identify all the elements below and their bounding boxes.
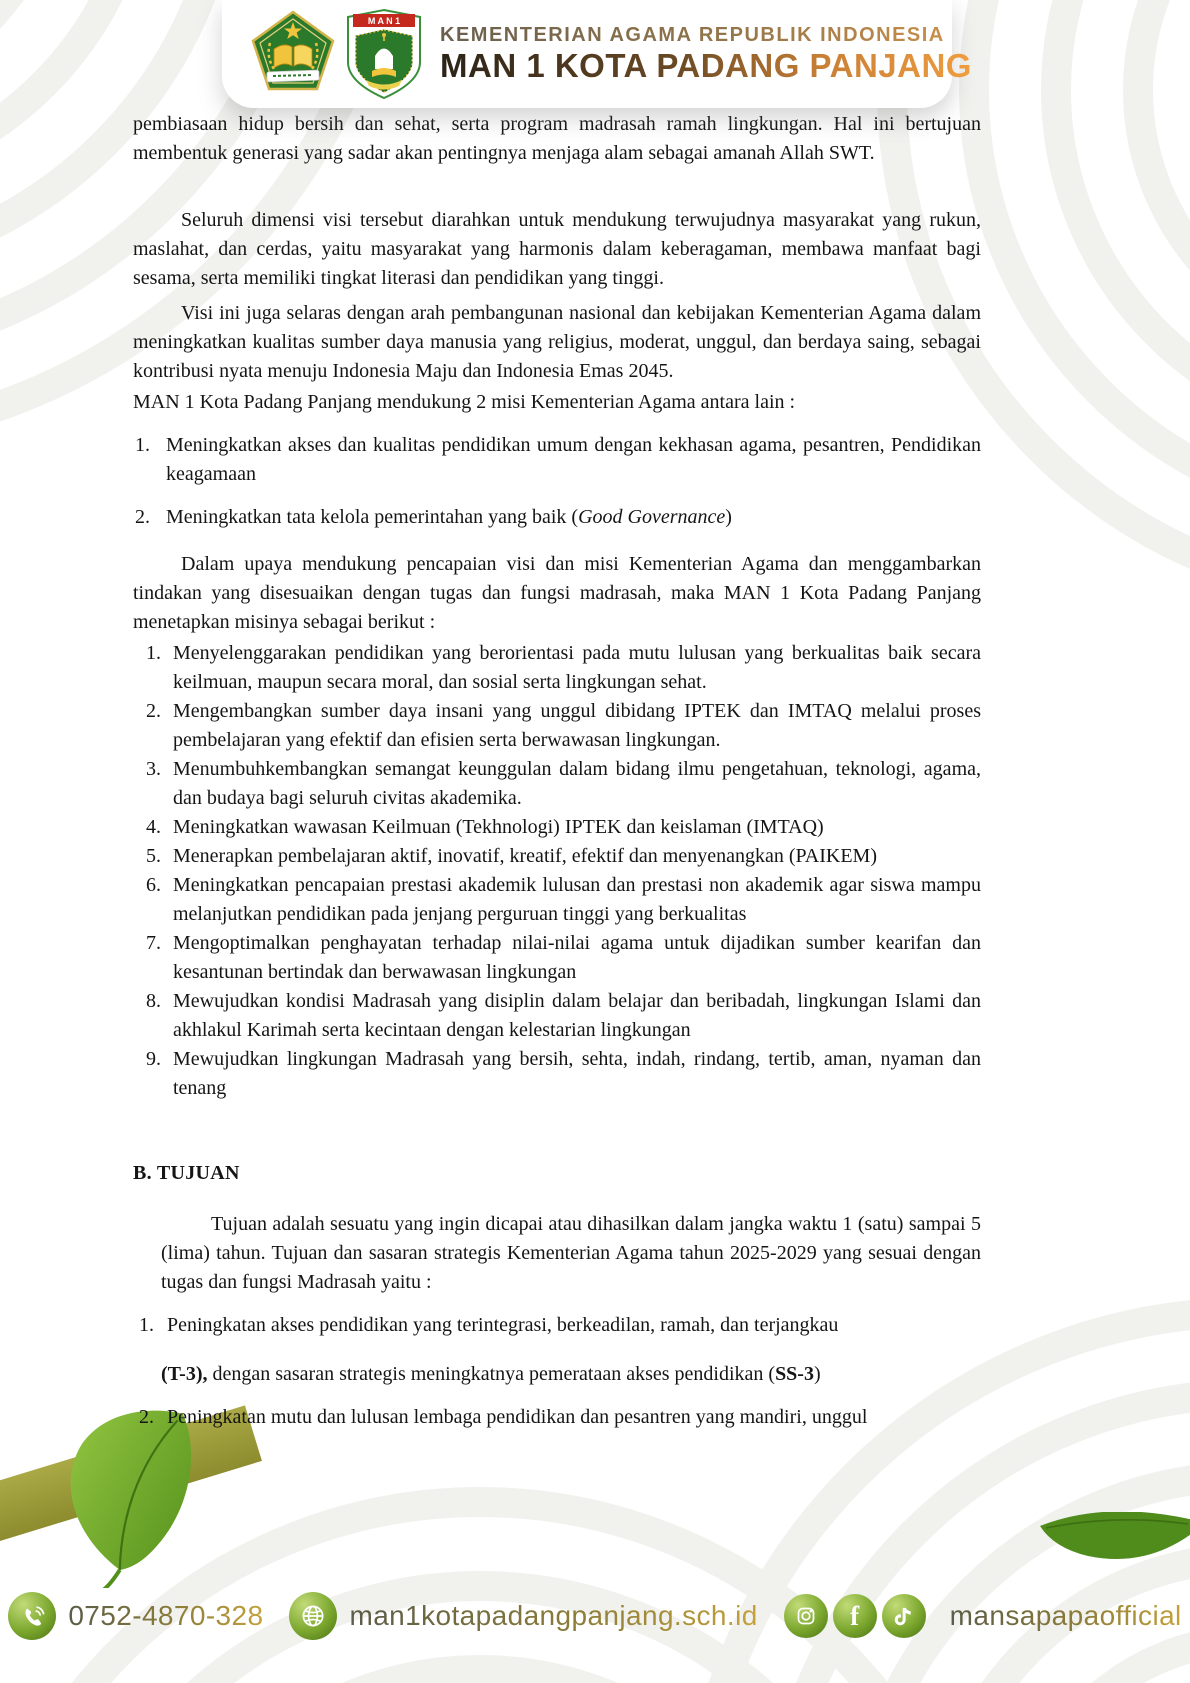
list-item: [139, 1311, 981, 1340]
paragraph-misi-madrasah-intro: Dalam upaya mendukung pencapaian visi dan misi Kementerian Agama dan menggambarkan tindakan yang disesuaikan dengan tugas dan fungsi madrasah, maka MAN 1 Kota Padang Panjang menetapkan misinya sebagai berikut :: [133, 553, 981, 633]
item-text: Meningkatkan akses dan kualitas pendidikan umum dengan kekhasan agama, pesantren, Pendidikan keagamaan: [166, 434, 981, 485]
item-text: Mengembangkan sumber daya insani yang unggul dibidang IPTEK dan IMTAQ melalui proses pembelajaran yang efektif dan efisien serta berwawasan lingkungan.: [173, 700, 981, 751]
item-number: 3.: [146, 758, 161, 780]
man1-banner-text: M A N 1: [367, 16, 401, 26]
document-body: [133, 110, 981, 1432]
item-text: Meningkatkan pencapaian prestasi akademik lulusan dan prestasi non akademik agar siswa mampu melanjutkan pendidikan pada jenjang perguruan tinggi yang berkualitas: [173, 874, 981, 925]
letterhead: [222, 0, 972, 108]
item-text: Menerapkan pembelajaran aktif, inovatif, kreatif, efektif dan menyenangkan (PAIKEM): [173, 845, 877, 867]
item-number: 4.: [146, 816, 161, 838]
phone-number: 0752-4870-328: [68, 1600, 264, 1631]
item-text: Peningkatan mutu dan lulusan lembaga pendidikan dan pesantren yang mandiri, unggul: [167, 1406, 868, 1428]
list-item: [133, 813, 981, 842]
globe-icon: [289, 1592, 337, 1640]
list-item: [133, 755, 981, 813]
item-text: Mewujudkan kondisi Madrasah yang disiplin dalam belajar dan beribadah, lingkungan Islami dan akhlakul Karimah serta kecintaan dengan kelestarian lingkungan: [173, 990, 981, 1041]
facebook-icon: f: [833, 1594, 877, 1638]
tujuan-item1-detail: (T-3), dengan sasaran strategis meningkatnya pemerataan akses pendidikan (SS-3): [161, 1363, 821, 1385]
item-text: Mewujudkan lingkungan Madrasah yang bersih, sehta, indah, rindang, tertib, aman, nyaman dan tenang: [173, 1048, 981, 1099]
item-number: 1.: [146, 642, 161, 664]
item-number: 6.: [146, 874, 161, 896]
section-heading-tujuan: B. TUJUAN: [133, 1162, 240, 1184]
item-number: 2.: [135, 506, 150, 528]
paragraph-misi-intro: MAN 1 Kota Padang Panjang mendukung 2 misi Kementerian Agama antara lain :: [133, 391, 796, 413]
item-text: Peningkatan akses pendidikan yang terintegrasi, berkeadilan, ramah, dan terjangkau: [167, 1314, 839, 1336]
item-text: Menumbuhkembangkan semangat keunggulan dalam bidang ilmu pengetahuan, teknologi, agama, dan budaya bagi seluruh civitas akademika.: [173, 758, 981, 809]
ministry-name: KEMENTERIAN AGAMA REPUBLIK INDONESIA: [440, 25, 972, 46]
tujuan-section: [133, 1210, 981, 1432]
school-name: MAN 1 KOTA PADANG PANJANG: [440, 46, 972, 84]
paragraph-tujuan: Tujuan adalah sesuatu yang ingin dicapai atau dihasilkan dalam jangka waktu 1 (satu) sampai 5 (lima) tahun. Tujuan dan sasaran strategis Kementerian Agama tahun 2025-2029 yang sesuai dengan tugas dan fungsi Madrasah yaitu :: [161, 1213, 981, 1293]
item-number: 8.: [146, 990, 161, 1012]
leaf-decoration-bottom-left: [48, 1408, 238, 1588]
paragraph-continued: pembiasaan hidup bersih dan sehat, serta program madrasah ramah lingkungan. Hal ini bertujuan membentuk generasi yang sadar akan pentingnya menjaga alam sebagai amanah Allah SWT.: [133, 113, 981, 164]
list-item: [133, 503, 981, 532]
item-number: 5.: [146, 845, 161, 867]
item-number: 1.: [139, 1314, 154, 1336]
tiktok-icon: [882, 1594, 926, 1638]
list-item: [133, 929, 981, 987]
list-item: [133, 697, 981, 755]
phone-icon: [8, 1592, 56, 1640]
item-text: Meningkatkan tata kelola pemerintahan yang baik (Good Governance): [166, 506, 732, 528]
list-item: [133, 871, 981, 929]
item-number: 2.: [146, 700, 161, 722]
list-item: [133, 431, 981, 489]
item-text: Menyelenggarakan pendidikan yang berorientasi pada mutu lulusan yang berkualitas baik secara keilmuan, maupun secara moral, dan sosial serta lingkungan sehat.: [173, 642, 981, 693]
leaf-decoration-bottom-right: [1036, 1512, 1190, 1564]
item-number: 9.: [146, 1048, 161, 1070]
footer-contact-bar: [0, 1592, 1190, 1640]
misi-kemenag-list: [133, 431, 981, 532]
list-item: [133, 639, 981, 697]
kemenag-logo: [250, 9, 336, 99]
item-number: 1.: [135, 434, 150, 456]
item-text: Meningkatkan wawasan Keilmuan (Tekhnologi) IPTEK dan keislaman (IMTAQ): [173, 816, 824, 838]
instagram-icon: [784, 1594, 828, 1638]
paragraph-visi-selaras: Visi ini juga selaras dengan arah pembangunan nasional dan kebijakan Kementerian Agama dalam meningkatkan kualitas sumber daya manusia yang religius, moderat, unggul, dan berdaya saing, sebagai kontribusi nyata menuju Indonesia Maju dan Indonesia Emas 2045.: [133, 302, 981, 382]
man1-logo: [344, 8, 424, 100]
list-item: [133, 987, 981, 1045]
list-item: [133, 1045, 981, 1103]
social-handle: mansapapaofficial: [949, 1600, 1182, 1631]
item-number: 2.: [139, 1406, 154, 1428]
item-text: Mengoptimalkan penghayatan terhadap nilai-nilai agama untuk dijadikan sumber kearifan dan kesantunan bertindak dan berwawasan lingkungan: [173, 932, 981, 983]
website-url: man1kotapadangpanjang.sch.id: [349, 1600, 758, 1631]
item-number: 7.: [146, 932, 161, 954]
misi-madrasah-list: [133, 639, 981, 1103]
italic-good-governance: Good Governance: [578, 506, 726, 528]
list-item: [139, 1403, 981, 1432]
list-item: [133, 842, 981, 871]
paragraph-visi-dimensi: Seluruh dimensi visi tersebut diarahkan untuk mendukung terwujudnya masyarakat yang rukun, maslahat, dan cerdas, yaitu masyarakat yang harmonis dalam keberagaman, membawa manfaat bagi sesama, serta memiliki tingkat literasi dan pendidikan yang tinggi.: [133, 209, 981, 289]
